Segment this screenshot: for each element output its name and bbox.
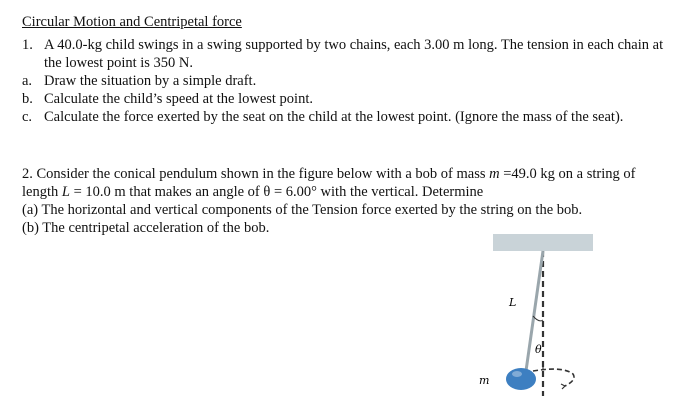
part-text: Calculate the child’s speed at the lowest point.	[44, 91, 313, 107]
part-marker: a.	[22, 73, 33, 89]
conical-pendulum-figure	[465, 228, 615, 413]
question-1	[22, 36, 672, 126]
pendulum-bob	[506, 368, 536, 390]
question-1-part-a	[22, 72, 672, 90]
motion-arrow-icon	[561, 384, 565, 389]
label-L: L	[509, 296, 517, 309]
question-1-part-b	[22, 90, 672, 108]
label-theta: θ	[535, 343, 542, 356]
section-heading: Circular Motion and Centripetal force	[22, 14, 242, 30]
angle-symbol: θ	[263, 184, 271, 200]
part-marker: c.	[22, 109, 33, 125]
question-2-part-b: (b) The centripetal acceleration of the bob.	[22, 220, 270, 236]
pendulum-string	[525, 251, 543, 378]
question-2	[22, 165, 672, 237]
question-1-text: A 40.0-kg child swings in a swing supported by two chains, each 3.00 m long. The tension in each chain at the lowest point is 350 N.	[44, 37, 664, 71]
question-1-number: 1.	[22, 37, 33, 53]
intro-text: = 10.0 m that makes an angle of	[69, 184, 264, 200]
question-2-intro	[22, 165, 672, 201]
circular-path-dashed	[533, 369, 574, 386]
length-symbol: L	[61, 184, 70, 200]
intro-text: = 6.00° with the vertical. Determine	[270, 184, 484, 200]
mass-symbol: m	[489, 166, 500, 182]
ceiling-support	[493, 234, 593, 251]
intro-text: 2. Consider the conical pendulum shown in the figure below with a bob of mass	[22, 166, 490, 182]
label-m: m	[479, 374, 490, 387]
part-text: Draw the situation by a simple draft.	[44, 73, 257, 89]
part-marker: b.	[22, 91, 33, 107]
question-1-stem	[22, 36, 672, 72]
intro-text: =49.0 kg on a string of length	[22, 166, 636, 200]
question-2-part-a: (a) The horizontal and vertical components of the Tension force exerted by the string on the bob.	[22, 202, 583, 218]
question-1-part-c	[22, 108, 672, 126]
bob-highlight	[512, 371, 522, 377]
part-text: Calculate the force exerted by the seat on the child at the lowest point. (Ignore the mass of the seat).	[44, 109, 624, 125]
